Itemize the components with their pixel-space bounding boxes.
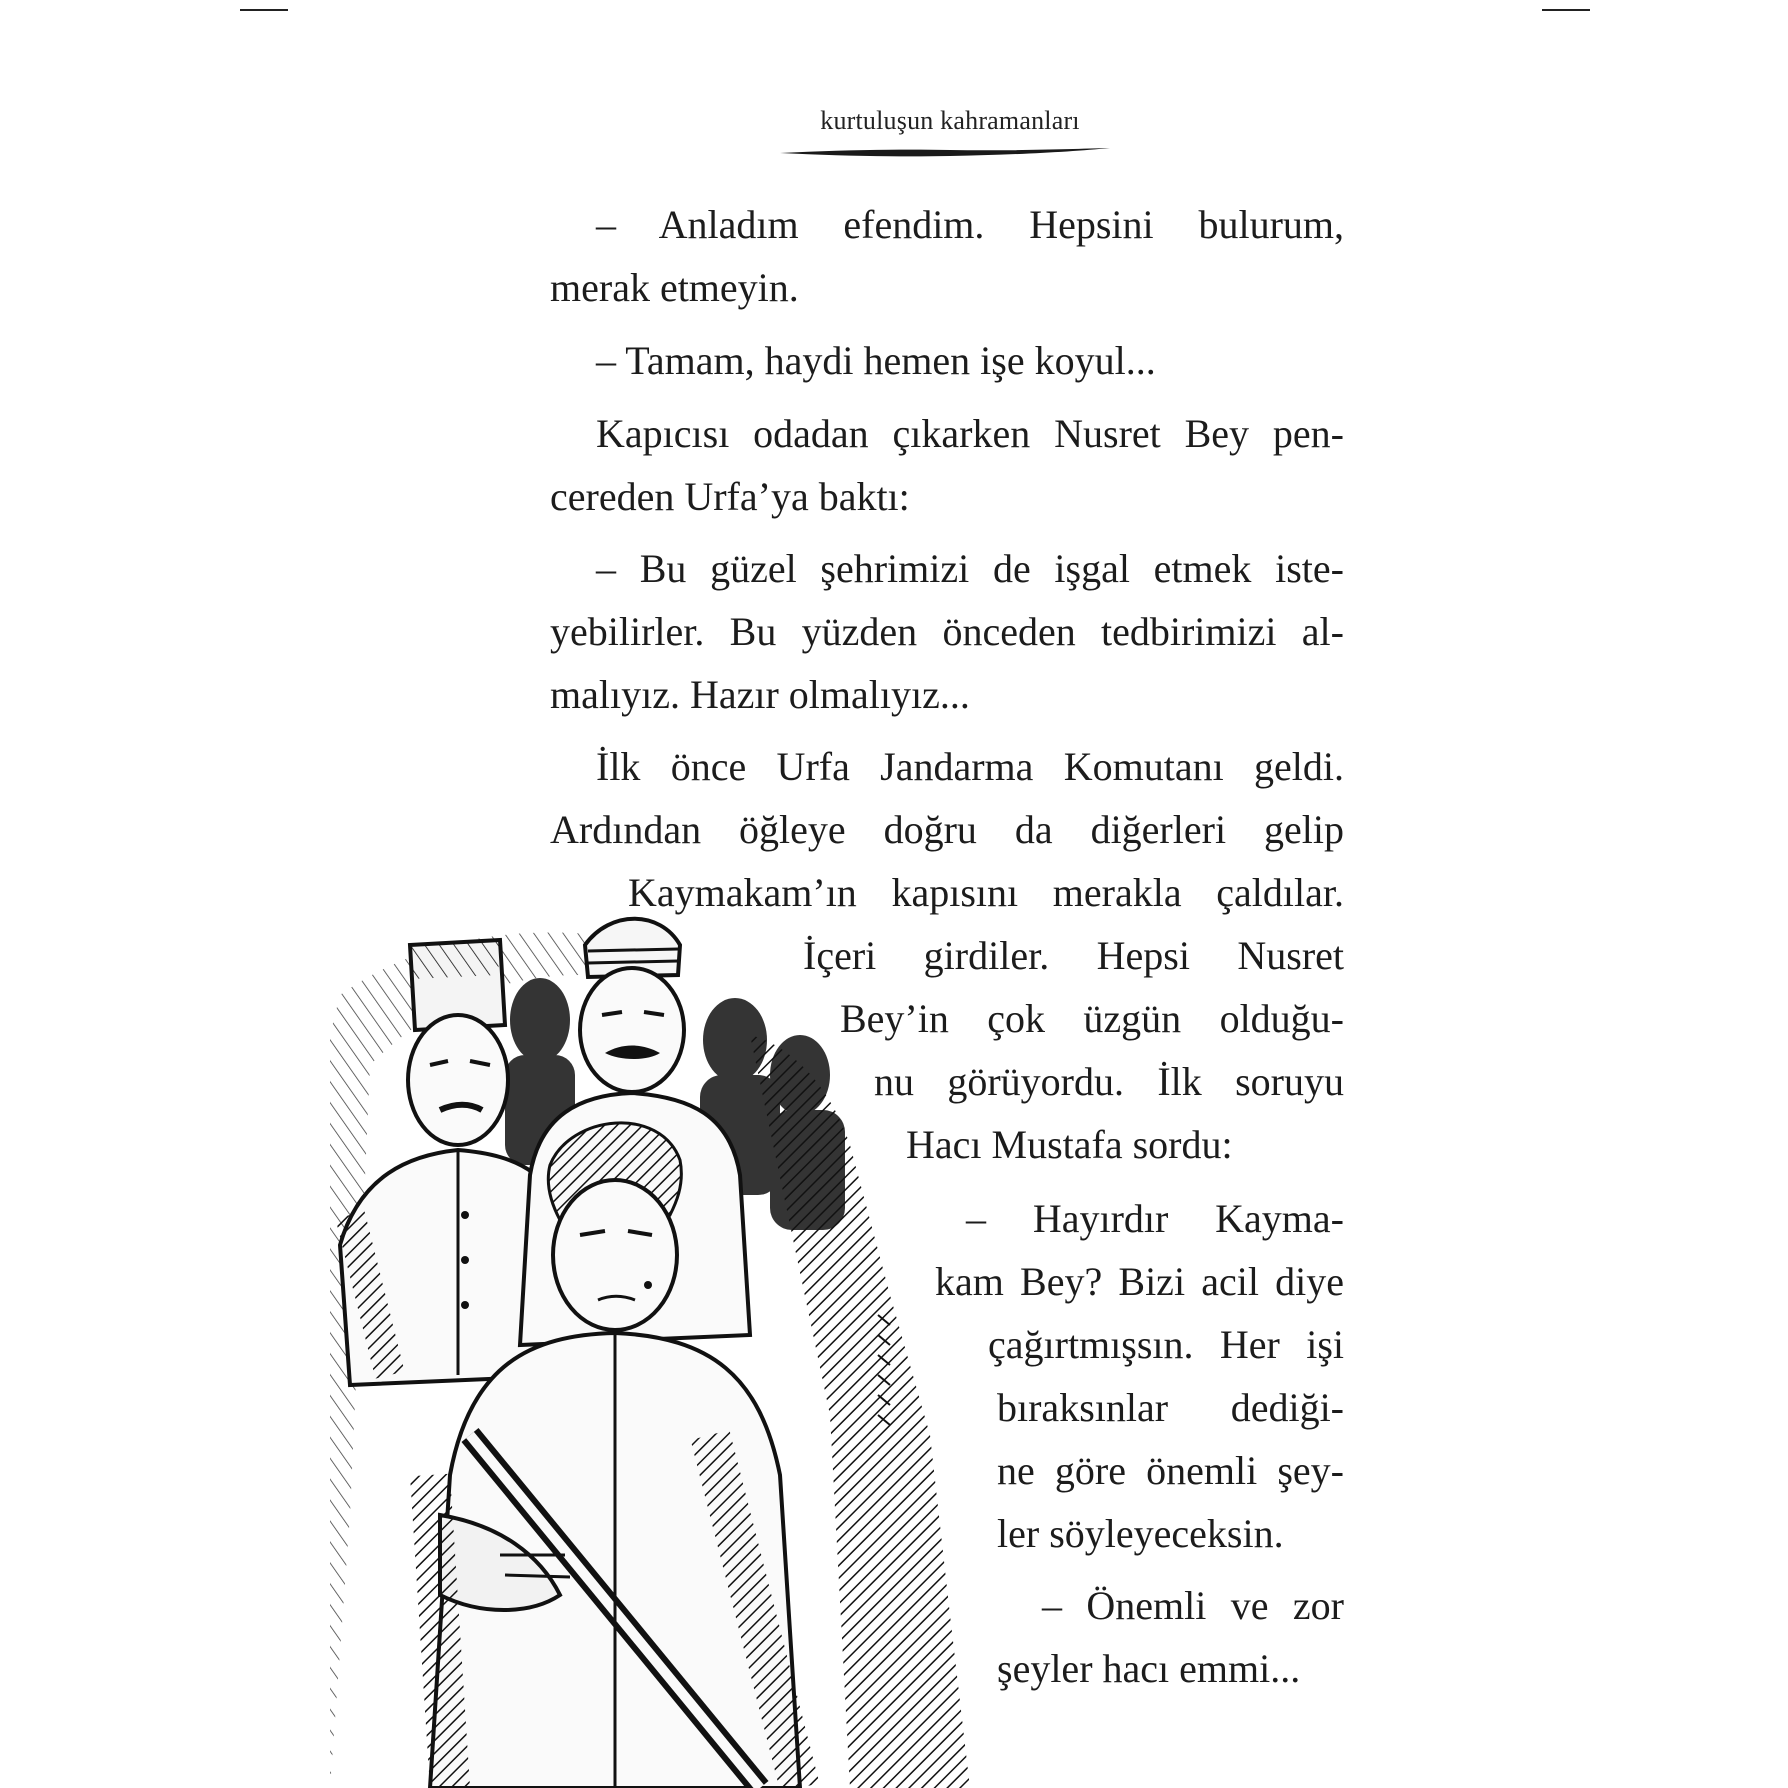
body-text	[966, 1187, 1344, 1250]
text-line: çağırtmışsın. Her işi	[988, 1322, 1344, 1367]
text-line: Kaymakam’ın kapısını merakla çaldılar.	[628, 870, 1344, 915]
body-text	[906, 1113, 1344, 1176]
text-line: Kapıcısı odadan çıkarken Nusret Bey pen-	[596, 411, 1344, 456]
text-line: şeyler hacı emmi...	[997, 1646, 1301, 1691]
body-text	[550, 735, 1344, 861]
body-text	[1042, 1574, 1344, 1637]
text-line: malıyız. Hazır olmalıyız...	[550, 672, 970, 717]
text-line: Ardından öğleye doğru da diğerleri gelip	[550, 807, 1344, 852]
text-line: bıraksınlar dediği-	[997, 1385, 1344, 1430]
text-line: ne göre önemli şey-	[997, 1448, 1344, 1493]
body-text	[550, 402, 1344, 528]
text-line: merak etmeyin.	[550, 265, 799, 310]
body-text	[550, 537, 1344, 726]
text-line: cereden Urfa’ya baktı:	[550, 474, 910, 519]
text-line: nu görüyordu. İlk soruyu	[874, 1059, 1344, 1104]
body-text	[997, 1637, 1344, 1700]
body-text	[935, 1250, 1344, 1313]
text-line: İlk önce Urfa Jandarma Komutanı geldi.	[596, 744, 1344, 789]
body-text	[550, 329, 1344, 392]
text-line: Hacı Mustafa sordu:	[906, 1122, 1233, 1167]
illustration-group-of-men	[330, 915, 970, 1788]
text-line: İçeri girdiler. Hepsi Nusret	[803, 933, 1344, 978]
body-text	[988, 1313, 1344, 1376]
text-line: – Önemli ve zor	[1042, 1583, 1344, 1628]
text-line: ler söyleyeceksin.	[997, 1511, 1284, 1556]
body-text	[997, 1376, 1344, 1565]
text-line: – Anladım efendim. Hepsini bulurum,	[596, 202, 1344, 247]
body-text	[550, 193, 1344, 319]
text-line: Bey’in çok üzgün olduğu-	[840, 996, 1344, 1041]
text-line: – Tamam, haydi hemen işe koyul...	[596, 338, 1156, 383]
text-line: – Hayırdır Kayma-	[966, 1196, 1344, 1241]
crop-mark-left	[240, 9, 288, 11]
text-line: kam Bey? Bizi acil diye	[935, 1259, 1344, 1304]
crop-mark-right	[1542, 9, 1590, 11]
text-line: yebilirler. Bu yüzden önceden tedbirimizi al-	[550, 609, 1344, 654]
running-head: kurtuluşun kahramanları	[820, 106, 1080, 135]
header-flourish-ornament	[780, 146, 1110, 160]
text-line: – Bu güzel şehrimizi de işgal etmek iste-	[596, 546, 1344, 591]
